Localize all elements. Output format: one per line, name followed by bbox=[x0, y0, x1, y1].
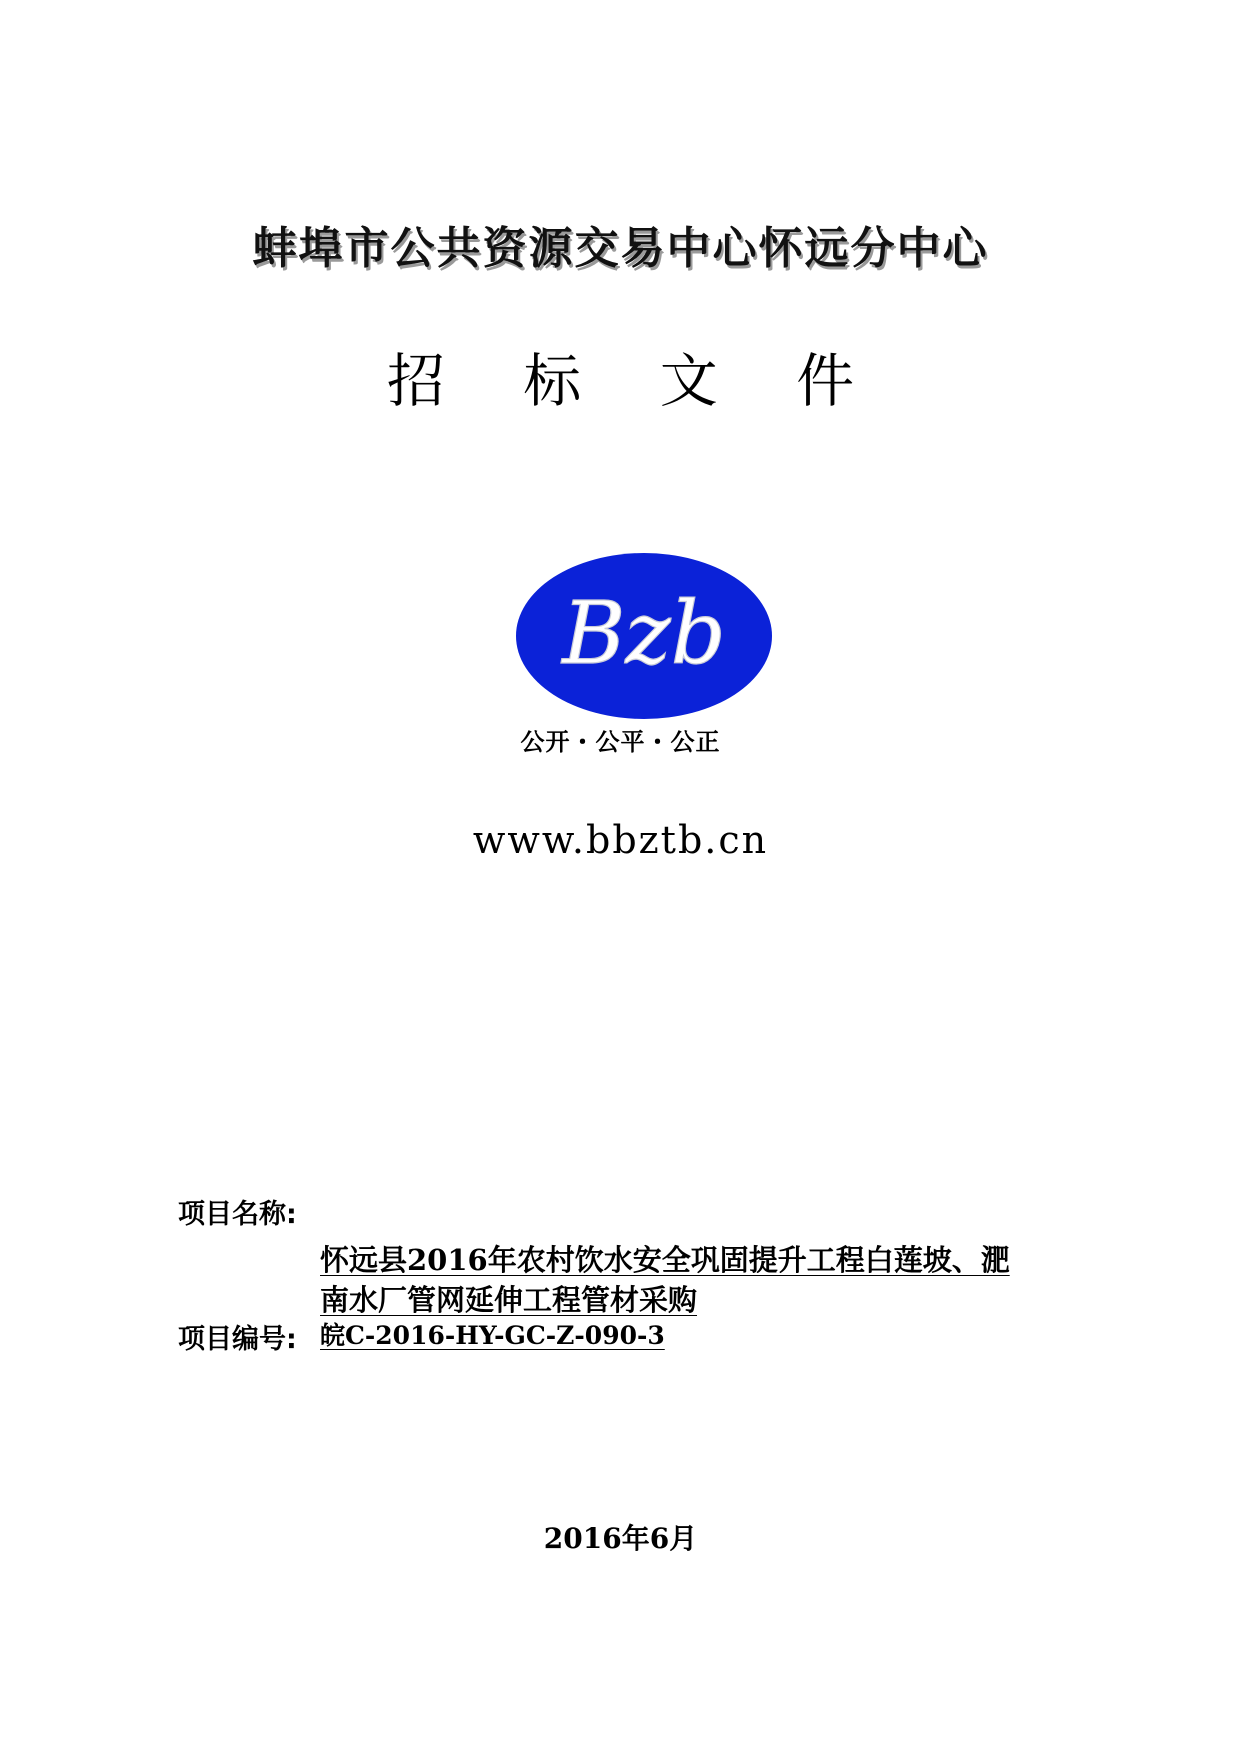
organization-title: 蚌埠市公共资源交易中心怀远分中心 bbox=[252, 223, 989, 274]
project-name-line-1: 怀远县2016年农村饮水安全巩固提升工程白莲坡、淝 bbox=[320, 1243, 1010, 1277]
project-number-label: 项目编号: bbox=[178, 1324, 297, 1355]
website-url: www.bbztb.cn bbox=[472, 818, 769, 862]
bzb-logo bbox=[514, 551, 774, 721]
project-name-line-2: 南水厂管网延伸工程管材采购 bbox=[320, 1283, 698, 1317]
logo-slogan: 公开・公平・公正 bbox=[520, 728, 721, 756]
logo-lettering: Bzb bbox=[562, 584, 726, 684]
document-title: 招 标 文 件 bbox=[386, 347, 885, 415]
issue-date: 2016年6月 bbox=[543, 1522, 698, 1555]
project-number-value: 皖C-2016-HY-GC-Z-090-3 bbox=[320, 1321, 665, 1350]
project-name-label: 项目名称: bbox=[178, 1199, 297, 1230]
